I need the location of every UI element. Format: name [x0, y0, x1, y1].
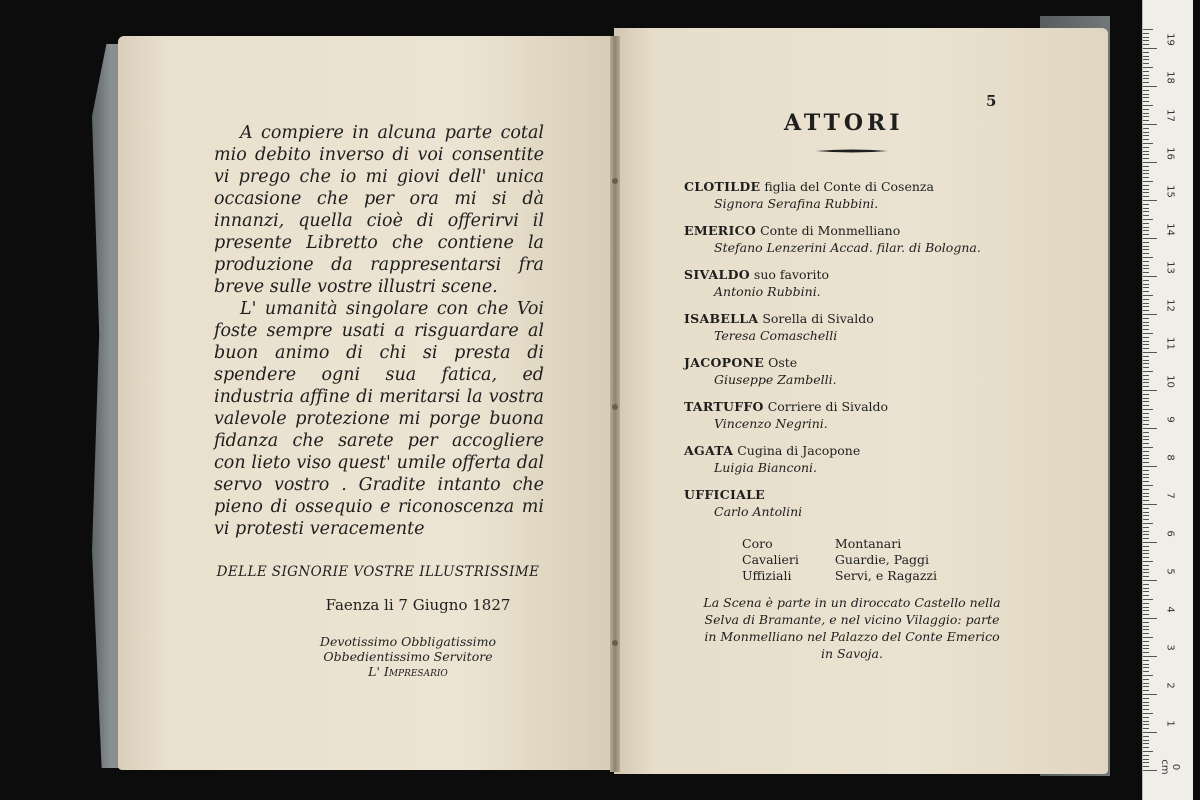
ruler-tick	[1143, 208, 1149, 209]
dedication-paragraph-1: A compiere in alcuna parte cotal mio debito inverso di voi consentite vi prego che io mi giovi dell' unica occasione che per ora mi si dà innanzi, quella cioè di offerirvi il presente Libretto che contiene la produzione da rappresentarsi fra breve sulle vostre illustri scene.	[214, 123, 544, 297]
ruler-tick	[1143, 246, 1149, 247]
ruler-label: 19	[1164, 33, 1176, 46]
ruler-tick	[1143, 690, 1149, 691]
cast-role-desc: Cugina di Jacopone	[737, 443, 861, 458]
ruler-tick	[1143, 770, 1157, 771]
ruler-tick	[1143, 755, 1149, 756]
cast-actor: Carlo Antolini	[714, 504, 803, 519]
signoff-line-2: Obbedientissimo Servitore	[323, 649, 493, 664]
ruler-tick	[1143, 40, 1149, 41]
ruler-tick	[1143, 128, 1149, 129]
ruler-tick	[1143, 143, 1153, 144]
chorus-item: Cavalieri	[742, 552, 799, 567]
ruler-label: 15	[1164, 185, 1176, 198]
ruler-tick	[1143, 451, 1149, 452]
chorus-item: Uffiziali	[742, 568, 792, 583]
cast-role-desc: figlia del Conte di Cosenza	[764, 179, 934, 194]
cast-role: CLOTILDE	[684, 179, 761, 194]
ruler-tick	[1143, 576, 1149, 577]
ruler-tick	[1143, 534, 1149, 535]
ruler-label: 3	[1164, 644, 1176, 651]
ruler-tick	[1143, 728, 1149, 729]
ruler-tick	[1143, 139, 1149, 140]
ruler-tick	[1143, 671, 1149, 672]
chorus-list	[742, 536, 1002, 584]
ruler-tick	[1143, 550, 1149, 551]
cast-role: TARTUFFO	[684, 399, 764, 414]
ruler-tick	[1143, 762, 1149, 763]
ruler-tick	[1143, 648, 1149, 649]
ruler-tick	[1143, 428, 1157, 429]
ruler-tick	[1143, 622, 1149, 623]
ruler-tick	[1143, 234, 1149, 235]
ruler-label: 0 cm	[1159, 759, 1181, 775]
chorus-col-left	[742, 536, 799, 584]
cast-entry	[684, 442, 1024, 476]
ruler-label: 5	[1164, 568, 1176, 575]
ruler-tick	[1143, 78, 1149, 79]
ruler-tick	[1143, 303, 1149, 304]
cast-entry	[684, 222, 1024, 256]
ruler-label: 11	[1164, 337, 1176, 350]
ruler-tick	[1143, 196, 1149, 197]
ruler-tick	[1143, 333, 1153, 334]
ruler-tick	[1143, 439, 1149, 440]
ruler-tick	[1143, 82, 1149, 83]
dedication-paragraph-2: L' umanità singolare con che Voi foste sempre usati a risguardare al buon animo di chi si presta di spendere ogni sua fatica, ed industria affine di meritarsi la vostra valevole protezione mi porge buona fidanza che sarete per accogliere con lieto viso quest' umile offerta dal servo vostro . Gradite intanto che pieno di ossequio e riconoscenza mi vi protesti veracemente	[214, 299, 544, 539]
ruler-tick	[1143, 694, 1157, 695]
ruler-tick	[1143, 458, 1149, 459]
ruler-label: 1	[1164, 720, 1176, 727]
ruler-tick	[1143, 751, 1153, 752]
ruler-tick	[1143, 743, 1149, 744]
ruler-tick	[1143, 705, 1149, 706]
chorus-item: Guardie, Paggi	[834, 552, 930, 567]
ruler-tick	[1143, 664, 1149, 665]
ruler-tick	[1143, 591, 1149, 592]
ruler-tick	[1143, 268, 1149, 269]
ruler-tick	[1143, 337, 1149, 338]
ruler-tick	[1143, 614, 1149, 615]
ruler-tick	[1143, 249, 1149, 250]
cast-list	[684, 178, 1024, 530]
ruler-tick	[1143, 477, 1149, 478]
cast-entry	[684, 398, 1024, 432]
ruler-tick	[1143, 523, 1153, 524]
cast-entry	[684, 354, 1024, 388]
cast-actor: Vincenzo Negrini.	[714, 416, 828, 431]
title-rule-ornament	[816, 148, 888, 154]
ruler-tick	[1143, 717, 1149, 718]
ruler-tick	[1143, 284, 1149, 285]
ruler-tick	[1143, 200, 1157, 201]
ruler-tick	[1143, 109, 1149, 110]
cast-role-desc: suo favorito	[753, 267, 830, 282]
ruler-tick	[1143, 493, 1149, 494]
ruler-tick	[1143, 265, 1149, 266]
ruler-tick	[1143, 147, 1149, 148]
ruler-tick	[1143, 542, 1157, 543]
ruler-tick	[1143, 747, 1149, 748]
ruler-tick	[1143, 420, 1149, 421]
ruler-tick	[1143, 37, 1149, 38]
ruler-tick	[1143, 679, 1149, 680]
ruler-tick	[1143, 409, 1153, 410]
ruler-tick	[1143, 59, 1149, 60]
signoff-line-3: L' Impresario	[368, 664, 448, 679]
ruler-tick	[1143, 413, 1149, 414]
cast-actor: Giuseppe Zambelli.	[714, 372, 837, 387]
ruler-tick	[1143, 462, 1149, 463]
ruler-tick	[1143, 504, 1157, 505]
ruler-tick	[1143, 189, 1149, 190]
ruler-tick	[1143, 90, 1149, 91]
ruler-tick	[1143, 287, 1149, 288]
cast-actor: Stefano Lenzerini Accad. filar. di Bologna.	[714, 240, 981, 255]
ruler-label: 17	[1164, 109, 1176, 122]
ruler-tick	[1143, 67, 1153, 68]
ruler-tick	[1143, 481, 1149, 482]
ruler-tick	[1143, 116, 1149, 117]
ruler-label: 18	[1164, 71, 1176, 84]
ruler-tick	[1143, 485, 1153, 486]
ruler-tick	[1143, 120, 1149, 121]
chorus-item: Coro	[742, 536, 773, 551]
cast-role: SIVALDO	[684, 267, 750, 282]
cast-entry	[684, 486, 1024, 520]
ruler-tick	[1143, 565, 1149, 566]
signoff	[318, 634, 498, 679]
ruler-tick	[1143, 455, 1149, 456]
cast-actor: Luigia Bianconi.	[714, 460, 818, 475]
ruler-tick	[1143, 759, 1149, 760]
cast-actor: Teresa Comaschelli	[714, 328, 838, 343]
ruler-tick	[1143, 595, 1149, 596]
dedication-closing: DELLE SIGNORIE VOSTRE ILLUSTRISSIME	[216, 564, 540, 580]
ruler-tick	[1143, 572, 1149, 573]
ruler-tick	[1143, 173, 1149, 174]
ruler-label: 2	[1164, 682, 1176, 689]
measurement-ruler	[1142, 0, 1193, 800]
ruler-tick	[1143, 162, 1157, 163]
ruler-tick	[1143, 158, 1149, 159]
ruler-tick	[1143, 398, 1149, 399]
binding-stitch	[612, 404, 618, 410]
ruler-tick	[1143, 683, 1149, 684]
ruler-tick	[1143, 272, 1149, 273]
ruler-tick	[1143, 652, 1149, 653]
ruler-tick	[1143, 113, 1149, 114]
ruler-tick	[1143, 154, 1149, 155]
right-page	[614, 28, 1108, 774]
cast-role: EMERICO	[684, 223, 757, 238]
ruler-tick	[1143, 390, 1157, 391]
ruler-tick	[1143, 291, 1149, 292]
ruler-tick	[1143, 253, 1149, 254]
ruler-tick	[1143, 132, 1149, 133]
ruler-label: 6	[1164, 530, 1176, 537]
ruler-tick	[1143, 306, 1149, 307]
ruler-tick	[1143, 561, 1153, 562]
ruler-tick	[1143, 52, 1149, 53]
ruler-tick	[1143, 584, 1149, 585]
ruler-tick	[1143, 211, 1149, 212]
ruler-tick	[1143, 394, 1149, 395]
ruler-tick	[1143, 610, 1149, 611]
ruler-tick	[1143, 645, 1149, 646]
ruler-tick	[1143, 740, 1149, 741]
ruler-tick	[1143, 344, 1149, 345]
cast-role: UFFICIALE	[684, 487, 766, 502]
ruler-tick	[1143, 379, 1149, 380]
ruler-tick	[1143, 686, 1149, 687]
ruler-tick	[1143, 496, 1149, 497]
ruler-tick	[1143, 329, 1149, 330]
ruler-tick	[1143, 599, 1153, 600]
ruler-tick	[1143, 500, 1149, 501]
ruler-tick	[1143, 363, 1149, 364]
ruler-tick	[1143, 299, 1149, 300]
cast-role-desc: Sorella di Sivaldo	[762, 311, 874, 326]
ruler-tick	[1143, 33, 1149, 34]
ruler-label: 14	[1164, 223, 1176, 236]
ruler-tick	[1143, 436, 1149, 437]
chorus-item: Servi, e Ragazzi	[834, 568, 937, 583]
ruler-tick	[1143, 352, 1157, 353]
ruler-label: 8	[1164, 454, 1176, 461]
cast-actor: Signora Serafina Rubbini.	[714, 196, 879, 211]
ruler-tick	[1143, 474, 1149, 475]
dateline: Faenza li 7 Giugno 1827	[325, 596, 511, 614]
ruler-tick	[1143, 318, 1149, 319]
cast-entry	[684, 178, 1024, 212]
ruler-tick	[1143, 170, 1149, 171]
ruler-tick	[1143, 86, 1157, 87]
ruler-tick	[1143, 702, 1149, 703]
ruler-tick	[1143, 192, 1149, 193]
ruler-tick	[1143, 348, 1149, 349]
ruler-tick	[1143, 105, 1153, 106]
ruler-tick	[1143, 667, 1149, 668]
page-number: 5	[986, 92, 997, 110]
ruler-tick	[1143, 314, 1157, 315]
cast-actor: Antonio Rubbini.	[714, 284, 821, 299]
ruler-label: 16	[1164, 147, 1176, 160]
ruler-tick	[1143, 656, 1157, 657]
ruler-tick	[1143, 766, 1149, 767]
chorus-col-right	[835, 536, 937, 584]
cast-role: JACOPONE	[684, 355, 765, 370]
ruler-tick	[1143, 607, 1149, 608]
ruler-tick	[1143, 557, 1149, 558]
ruler-tick	[1143, 603, 1149, 604]
ruler-tick	[1143, 515, 1149, 516]
ruler-tick	[1143, 508, 1149, 509]
ruler-tick	[1143, 71, 1149, 72]
ruler-tick	[1143, 75, 1149, 76]
ruler-tick	[1143, 151, 1149, 152]
dedication-text	[214, 122, 544, 540]
ruler-tick	[1143, 227, 1149, 228]
left-page	[118, 36, 614, 770]
ruler-tick	[1143, 569, 1149, 570]
ruler-tick	[1143, 546, 1149, 547]
cast-entry	[684, 310, 1024, 344]
ruler-tick	[1143, 405, 1149, 406]
ruler-tick	[1143, 721, 1149, 722]
ruler-tick	[1143, 709, 1149, 710]
ruler-tick	[1143, 63, 1149, 64]
ruler-tick	[1143, 527, 1149, 528]
ruler-tick	[1143, 629, 1149, 630]
ruler-tick	[1143, 238, 1157, 239]
ruler-tick	[1143, 325, 1149, 326]
ruler-tick	[1143, 660, 1149, 661]
ruler-tick	[1143, 732, 1157, 733]
cast-role-desc: Oste	[768, 355, 798, 370]
ruler-tick	[1143, 641, 1149, 642]
ruler-label: 13	[1164, 261, 1176, 274]
binding-stitch	[612, 640, 618, 646]
ruler-tick	[1143, 443, 1149, 444]
ruler-tick	[1143, 257, 1153, 258]
ruler-label: 9	[1164, 416, 1176, 423]
ruler-tick	[1143, 637, 1153, 638]
ruler-tick	[1143, 310, 1149, 311]
ruler-tick	[1143, 94, 1149, 95]
ruler-tick	[1143, 724, 1149, 725]
ruler-label: 4	[1164, 606, 1176, 613]
ruler-tick	[1143, 101, 1149, 102]
ruler-tick	[1143, 553, 1149, 554]
ruler-tick	[1143, 580, 1157, 581]
ruler-tick	[1143, 633, 1149, 634]
ruler-tick	[1143, 382, 1149, 383]
ruler-tick	[1143, 432, 1149, 433]
ruler-tick	[1143, 56, 1149, 57]
ruler-tick	[1143, 375, 1149, 376]
cast-role: AGATA	[684, 443, 734, 458]
ruler-label: 7	[1164, 492, 1176, 499]
ruler-tick	[1143, 242, 1149, 243]
ruler-tick	[1143, 417, 1149, 418]
ruler-tick	[1143, 230, 1149, 231]
ruler-tick	[1143, 219, 1153, 220]
ruler-tick	[1143, 322, 1149, 323]
ruler-tick	[1143, 215, 1149, 216]
ruler-tick	[1143, 424, 1149, 425]
ruler-tick	[1143, 512, 1149, 513]
ruler-label: 10	[1164, 375, 1176, 388]
ruler-tick	[1143, 371, 1153, 372]
ruler-tick	[1143, 177, 1149, 178]
ruler-tick	[1143, 295, 1153, 296]
ruler-tick	[1143, 713, 1153, 714]
ruler-tick	[1143, 360, 1149, 361]
scene-note: La Scena è parte in un diroccato Castello nella Selva di Bramante, e nel vicino Vilaggio: parte in Monmelliano nel Palazzo del Conte Emerico in Savoja.	[703, 595, 1001, 661]
ruler-tick	[1143, 29, 1153, 30]
ruler-tick	[1143, 538, 1149, 539]
ruler-tick	[1143, 276, 1157, 277]
ruler-tick	[1143, 519, 1149, 520]
cast-title: ATTORI	[784, 110, 904, 136]
ruler-tick	[1143, 261, 1149, 262]
ruler-tick	[1143, 626, 1149, 627]
ruler-tick	[1143, 466, 1157, 467]
ruler-tick	[1143, 489, 1149, 490]
ruler-tick	[1143, 386, 1149, 387]
ruler-tick	[1143, 675, 1153, 676]
cast-entry	[684, 266, 1024, 300]
ruler-tick	[1143, 447, 1153, 448]
ruler-label: 12	[1164, 299, 1176, 312]
ruler-tick	[1143, 356, 1149, 357]
cast-role-desc: Conte di Monmelliano	[760, 223, 901, 238]
ruler-tick	[1143, 135, 1149, 136]
ruler-tick	[1143, 401, 1149, 402]
ruler-tick	[1143, 470, 1149, 471]
ruler-tick	[1143, 181, 1153, 182]
cast-role: ISABELLA	[684, 311, 759, 326]
ruler-tick	[1143, 44, 1149, 45]
signoff-line-1: Devotissimo Obbligatissimo	[319, 634, 497, 649]
binding-stitch	[612, 178, 618, 184]
ruler-tick	[1143, 736, 1149, 737]
chorus-item: Montanari	[834, 536, 902, 551]
ruler-tick	[1143, 166, 1149, 167]
ruler-tick	[1143, 48, 1157, 49]
ruler-tick	[1143, 341, 1149, 342]
ruler-tick	[1143, 588, 1149, 589]
ruler-tick	[1143, 185, 1149, 186]
ruler-tick	[1143, 204, 1149, 205]
ruler-tick	[1143, 97, 1149, 98]
ruler-tick	[1143, 223, 1149, 224]
ruler-tick	[1143, 698, 1149, 699]
cast-role-desc: Corriere di Sivaldo	[767, 399, 889, 414]
ruler-tick	[1143, 280, 1149, 281]
ruler-tick	[1143, 367, 1149, 368]
ruler-tick	[1143, 124, 1157, 125]
ruler-tick	[1143, 531, 1149, 532]
ruler-tick	[1143, 618, 1157, 619]
